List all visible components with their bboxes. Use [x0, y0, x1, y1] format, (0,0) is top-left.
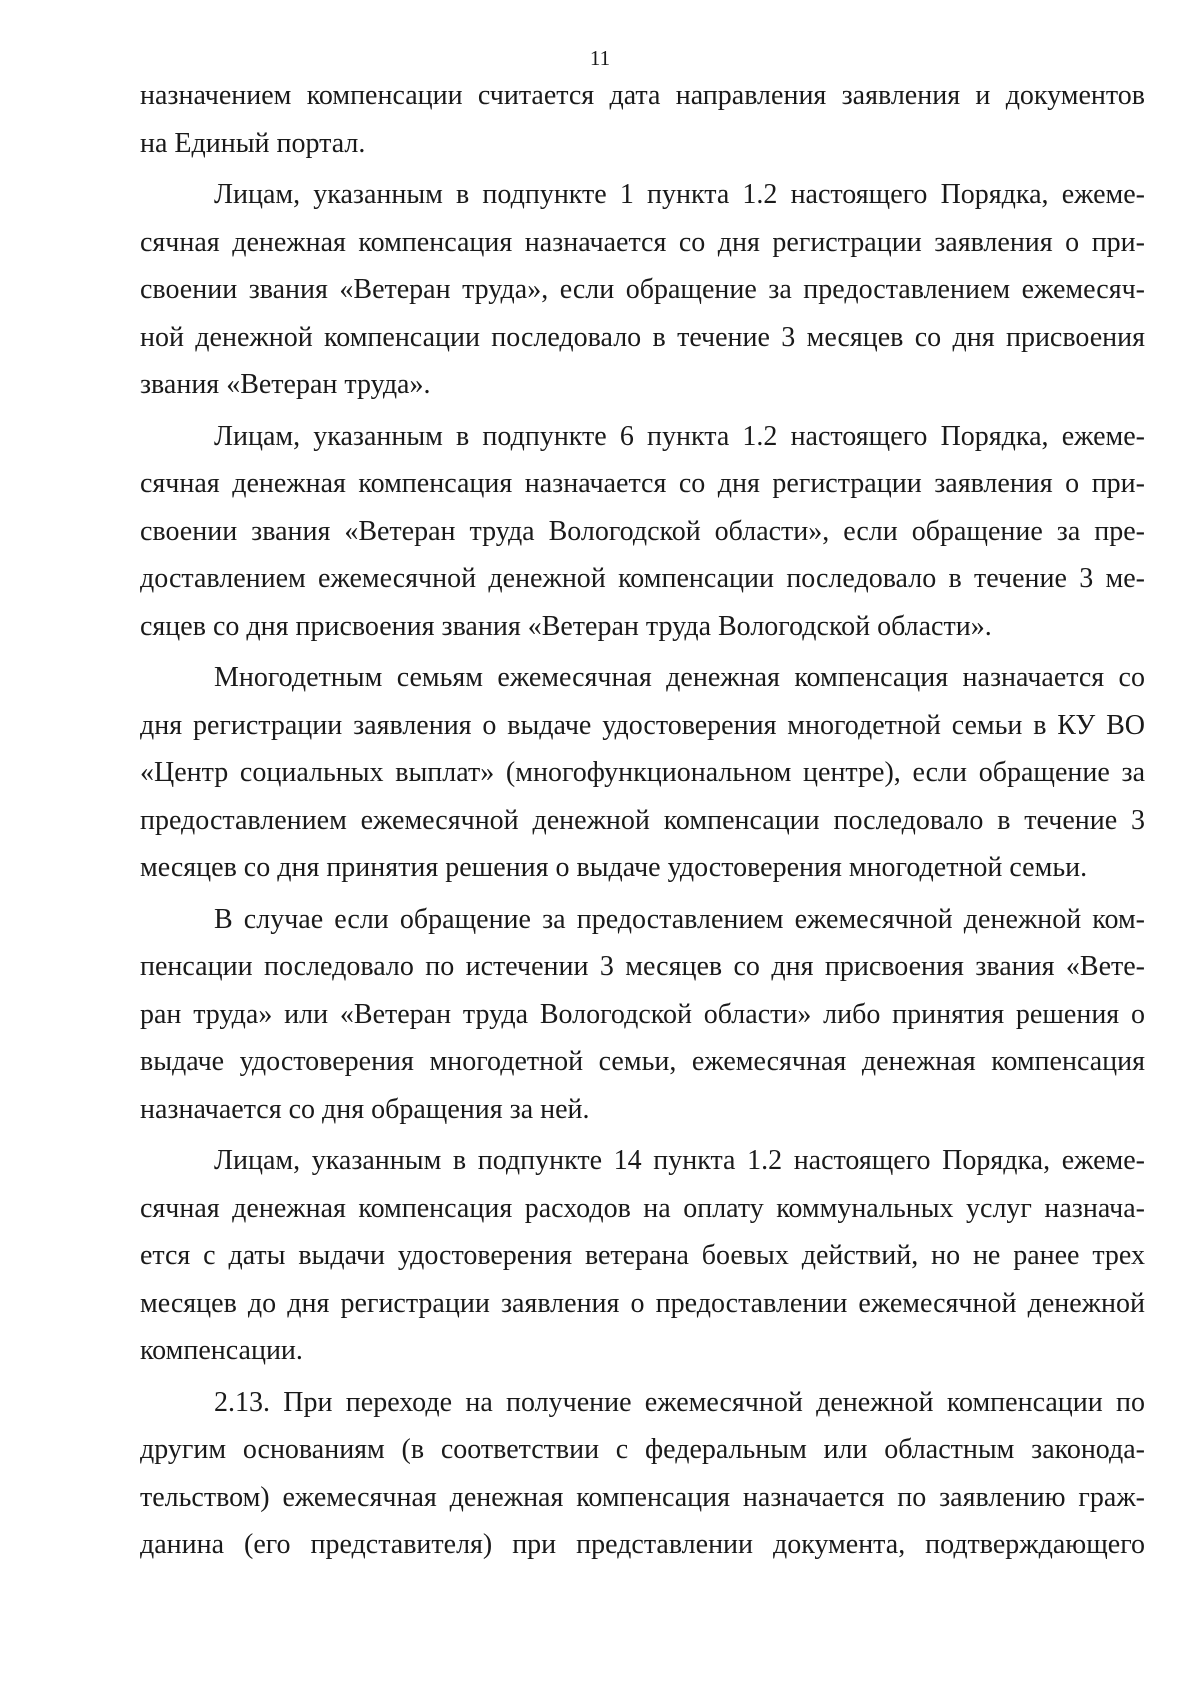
paragraph — [140, 413, 1145, 651]
text-line: своении звания «Ветеран труда», если обращение за предоставлением ежемесяч- — [140, 274, 1145, 305]
text-line: на Единый портал. — [140, 127, 366, 159]
text-line: Лицам, указанным в подпункте 6 пункта 1.2 настоящего Порядка, ежеме- — [214, 420, 1145, 452]
paragraph — [140, 896, 1145, 1134]
text-line: дня регистрации заявления о выдаче удостоверения многодетной семьи в КУ ВО — [140, 709, 1145, 741]
paragraph — [140, 654, 1145, 892]
text-line: ется с даты выдачи удостоверения ветерана боевых действий, но не ранее трех — [140, 1240, 1145, 1271]
text-line: своении звания «Ветеран труда Вологодской области», если обращение за пре- — [140, 515, 1145, 547]
paragraph — [140, 1137, 1145, 1375]
text-line: ной денежной компенсации последовало в течение 3 месяцев со дня присвоения — [140, 321, 1145, 353]
text-line: назначается со дня обращения за ней. — [140, 1093, 590, 1125]
text-line: сяцев со дня присвоения звания «Ветеран труда Вологодской области». — [140, 610, 992, 642]
text-line: предоставлением ежемесячной денежной компенсации последовало в течение 3 — [140, 804, 1145, 836]
text-line: компенсации. — [140, 1335, 303, 1366]
text-line: назначением компенсации считается дата направления заявления и документов — [140, 80, 1145, 111]
paragraph — [140, 1379, 1145, 1569]
paragraph — [140, 72, 1145, 167]
text-line: В случае если обращение за предоставлением ежемесячной денежной ком- — [214, 903, 1145, 935]
text-line: месяцев до дня регистрации заявления о предоставлении ежемесячной денежной — [140, 1287, 1145, 1319]
text-line: Многодетным семьям ежемесячная денежная компенсация назначается со — [214, 662, 1145, 693]
text-line: сячная денежная компенсация назначается со дня регистрации заявления о при- — [140, 468, 1145, 499]
text-line: выдаче удостоверения многодетной семьи, ежемесячная денежная компенсация — [140, 1046, 1145, 1077]
text-line: доставлением ежемесячной денежной компенсации последовало в течение 3 ме- — [140, 563, 1145, 594]
page-number: 11 — [589, 46, 611, 70]
text-line: тельством) ежемесячная денежная компенсация назначается по заявлению граж- — [140, 1481, 1145, 1513]
text-line: сячная денежная компенсация назначается со дня регистрации заявления о при- — [140, 226, 1145, 258]
text-line: данина (его представителя) при представлении документа, подтверждающего — [140, 1529, 1145, 1560]
text-line: 2.13. При переходе на получение ежемесячной денежной компенсации по — [214, 1386, 1145, 1418]
text-line: Лицам, указанным в подпункте 1 пункта 1.2 настоящего Порядка, ежеме- — [214, 179, 1145, 210]
text-line: сячная денежная компенсация расходов на оплату коммунальных услуг назнача- — [140, 1192, 1145, 1224]
text-line: Лицам, указанным в подпункте 14 пункта 1.2 настоящего Порядка, ежеме- — [214, 1145, 1145, 1176]
text-line: звания «Ветеран труда». — [140, 369, 431, 400]
text-line: ран труда» или «Ветеран труда Вологодской области» либо принятия решения о — [140, 998, 1145, 1030]
text-line: другим основаниям (в соответствии с федеральным или областным законода- — [140, 1434, 1145, 1465]
text-line: «Центр социальных выплат» (многофункциональном центре), если обращение за — [140, 757, 1145, 788]
text-line: пенсации последовало по истечении 3 месяцев со дня присвоения звания «Вете- — [140, 951, 1145, 982]
text-line: месяцев со дня принятия решения о выдаче удостоверения многодетной семьи. — [140, 852, 1088, 883]
document-body — [140, 72, 1145, 1569]
paragraph — [140, 171, 1145, 409]
